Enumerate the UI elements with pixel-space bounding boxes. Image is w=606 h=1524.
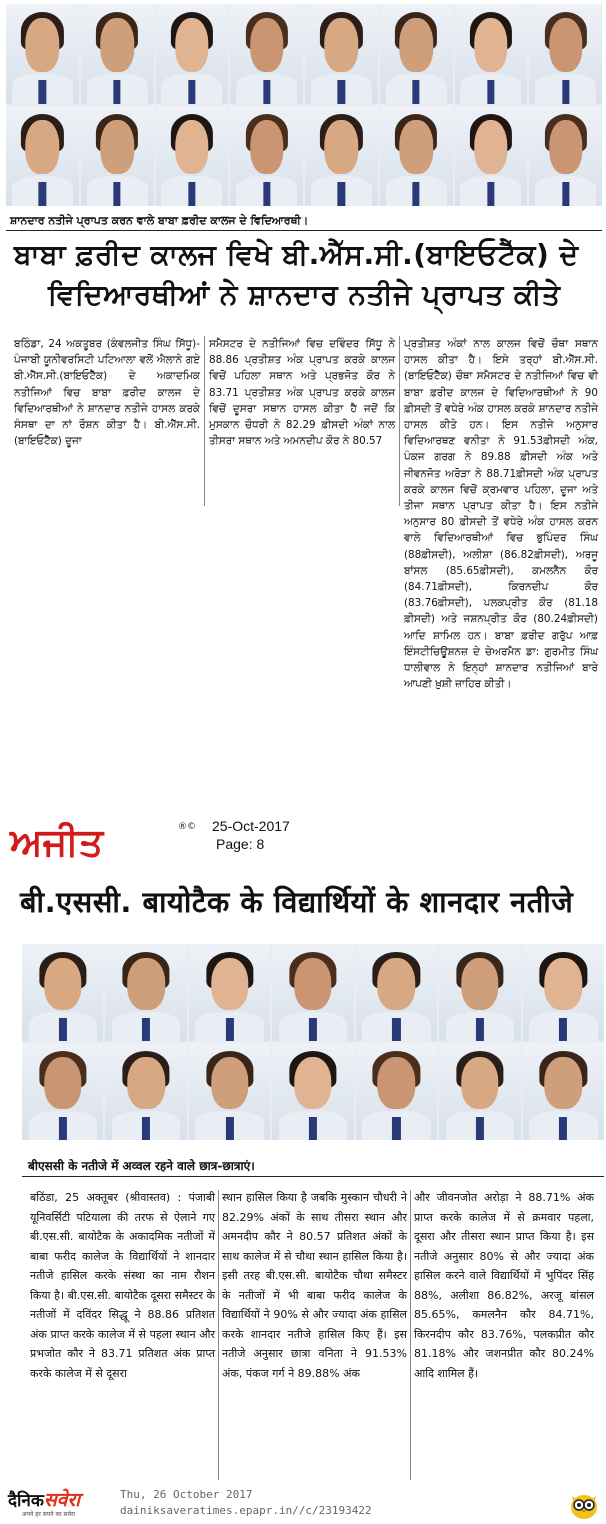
bottom-photo-caption: बीएससी के नतीजे में अव्वल रहने वाले छात्र-छात्राएं। bbox=[28, 1159, 255, 1173]
footer-brand bbox=[8, 1486, 80, 1512]
bottom-caption-rule bbox=[22, 1176, 604, 1177]
student-photo bbox=[272, 944, 353, 1041]
brand-savera: सवेरा bbox=[43, 1489, 81, 1511]
student-photo bbox=[156, 4, 229, 104]
top-col-divider-2 bbox=[399, 336, 400, 506]
ajit-registered-mark: ®© bbox=[178, 822, 196, 832]
student-photo bbox=[81, 106, 154, 206]
student-photo bbox=[529, 4, 602, 104]
student-photo bbox=[156, 106, 229, 206]
footer-url[interactable]: dainiksaveratimes.epapr.in//c/23193422 bbox=[120, 1504, 372, 1517]
student-photo bbox=[439, 1043, 520, 1140]
bottom-col-divider-1 bbox=[218, 1190, 219, 1480]
student-photo bbox=[22, 1043, 103, 1140]
brand-dainik: दैनिक bbox=[8, 1491, 44, 1511]
student-photo bbox=[230, 106, 303, 206]
student-photo bbox=[356, 1043, 437, 1140]
owl-icon bbox=[568, 1490, 600, 1520]
footer-tagline: अपने हर सपने का सवेरा bbox=[22, 1511, 75, 1518]
student-photo bbox=[105, 1043, 186, 1140]
top-headline-line1: ਬਾਬਾ ਫ਼ਰੀਦ ਕਾਲਜ ਵਿਖੇ ਬੀ.ਐੱਸ.ਸੀ.(ਬਾਇਓਟੈੱਕ) ਦੇ bbox=[14, 238, 579, 271]
bottom-headline: बी.एससी. बायोटैक के विद्यार्थियों के शानदार नतीजे bbox=[20, 885, 574, 919]
top-photo-caption: ਸ਼ਾਨਦਾਰ ਨਤੀਜੇ ਪ੍ਰਾਪਤ ਕਰਨ ਵਾਲੇ ਬਾਬਾ ਫ਼ਰੀਦ ਕਾਲਜ ਦੇ ਵਿਦਿਆਰਥੀ। bbox=[10, 214, 309, 227]
student-photo bbox=[6, 4, 79, 104]
student-photo bbox=[455, 106, 528, 206]
bottom-col-divider-2 bbox=[410, 1190, 411, 1480]
ajit-page: Page: 8 bbox=[216, 836, 265, 852]
student-photo bbox=[356, 944, 437, 1041]
student-photo bbox=[305, 106, 378, 206]
ajit-logo: ਅਜੀਤ bbox=[10, 819, 104, 864]
student-photo bbox=[22, 944, 103, 1041]
student-photo bbox=[81, 4, 154, 104]
top-headline-line2: ਵਿਦਿਆਰਥੀਆਂ ਨੇ ਸ਼ਾਨਦਾਰ ਨਤੀਜੇ ਪ੍ਰਾਪਤ ਕੀਤੇ bbox=[48, 278, 561, 311]
student-photo bbox=[305, 4, 378, 104]
top-article-col2: ਸਮੈਸਟਰ ਦੇ ਨਤੀਜਿਆਂ ਵਿਚ ਦਵਿੰਦਰ ਸਿੱਧੂ ਨੇ 88.86 ਪ੍ਰਤੀਸ਼ਤ ਅੰਕ ਪ੍ਰਾਪਤ ਕਰਕੇ ਕਾਲਜ ਵਿਚੋਂ ਪਹਿਲਾ ਸਥਾਨ ਅਤੇ ਪ੍ਰਭਜੋਤ ਕੌਰ ਨੇ 83.71 ਪ੍ਰਤੀਸ਼ਤ ਅੰਕ ਪ੍ਰਾਪਤ ਕਰਕੇ ਕਾਲਜ ਵਿਚੋਂ ਦੂਸਰਾ ਸਥਾਨ ਹਾਸਲ ਕੀਤਾ ਹੈ ਜਦੋਂ ਕਿ ਮੁਸਕਾਨ ਚੌਧਰੀ ਨੇ 82.29 ਫ਼ੀਸਦੀ ਅੰਕਾਂ ਨਾਲ ਤੀਸਰਾ ਸਥਾਨ ਅਤੇ ਅਮਨਦੀਪ ਕੌਰ ਨੇ 80.57 bbox=[209, 338, 399, 448]
bottom-photo-grid bbox=[22, 944, 604, 1140]
bottom-article-col1: बठिंडा, 25 अक्तूबर (श्रीवास्तव) : पंजाबी यूनिवर्सिटी पटियाला की तरफ से ऐलाने गए बी.एस.सी. बायोटैक के अकादमिक नतीजों में बाबा फरीद कालेज के विद्यार्थियों ने शानदार नतीजे हासिल करके संस्था का नाम रौशन किया है। बी.एस.सी. बायोटैक दूसरा समैस्टर के नतीजों में दविंदर सिद्धू ने 88.86 प्रतिशत अंक प्राप्त करके कालेज में से पहला स्थान और प्रभजोत कौर ने 83.71 प्रतिशत अंक प्राप्त करके कालेज में से दूसरा bbox=[30, 1191, 219, 1380]
student-photo bbox=[189, 1043, 270, 1140]
student-photo bbox=[230, 4, 303, 104]
student-photo bbox=[523, 944, 604, 1041]
student-photo bbox=[105, 944, 186, 1041]
bottom-article-col2: स्थान हासिल किया है जबकि मुस्कान चौधरी ने 82.29% अंकों के साथ तीसरा स्थान और अमनदीप कौर ने 80.57 प्रतिशत अंकों के साथ कालेज में से चौथा स्थान हासिल किया है। इसी तरह बी.एस.सी. बायोटैक चौथा समैस्टर के नतीजों में भी बाबा फरीद कालेज के विद्यार्थियों ने 90% से और ज्यादा अंक हासिल करके शानदार नतीजे हासिल किए हैं। इस नतीजे अनुसार छात्रा वनिता ने 91.53% अंक, पंकज गर्ग ने 89.88% अंक bbox=[222, 1191, 411, 1380]
student-photo bbox=[523, 1043, 604, 1140]
ajit-date: 25-Oct-2017 bbox=[212, 818, 290, 834]
student-photo bbox=[455, 4, 528, 104]
student-photo bbox=[529, 106, 602, 206]
top-article-col3: ਪ੍ਰਤੀਸ਼ਤ ਅੰਕਾਂ ਨਾਲ ਕਾਲਜ ਵਿਚੋਂ ਚੌਥਾ ਸਥਾਨ ਹਾਸਲ ਕੀਤਾ ਹੈ। ਇਸੇ ਤਰ੍ਹਾਂ ਬੀ.ਐੱਸ.ਸੀ.(ਬਾਇਓਟੈੱਕ) ਚੌਥਾ ਸਮੈਸਟਰ ਦੇ ਨਤੀਜਿਆਂ ਵਿਚ ਵੀ ਬਾਬਾ ਫ਼ਰੀਦ ਕਾਲਜ ਦੇ ਵਿਦਿਆਰਥੀਆਂ ਨੇ 90 ਫ਼ੀਸਦੀ ਤੋਂ ਵਧੇਰੇ ਅੰਕ ਹਾਸਲ ਕਰਕੇ ਸ਼ਾਨਦਾਰ ਨਤੀਜੇ ਹਾਸਲ ਕੀਤੇ ਹਨ। ਇਸ ਨਤੀਜੇ ਅਨੁਸਾਰ ਵਿਦਿਆਰਥਣ ਵਨੀਤਾ ਨੇ 91.53ਫ਼ੀਸਦੀ ਅੰਕ, ਪੰਕਜ ਗਰਗ ਨੇ 89.88 ਫ਼ੀਸਦੀ ਅੰਕ ਅਤੇ ਜੀਵਨਜੋਤ ਅਰੋੜਾ ਨੇ 88.71ਫ਼ੀਸਦੀ ਅੰਕ ਪ੍ਰਾਪਤ ਕਰਕੇ ਕਾਲਜ ਵਿਚੋਂ ਕ੍ਰਮਵਾਰ ਪਹਿਲਾ, ਦੂਜਾ ਅਤੇ ਤੀਜਾ ਸਥਾਨ ਪ੍ਰਾਪਤ ਕੀਤਾ ਹੈ। ਇਸ ਨਤੀਜੇ ਅਨੁਸਾਰ 80 ਫ਼ੀਸਦੀ ਤੋਂ ਵਧੇਰੇ ਅੰਕ ਹਾਸਲ ਕਰਨ ਵਾਲੇ ਵਿਦਿਆਰਥੀਆਂ ਵਿਚ ਭੁਪਿੰਦਰ ਸਿੰਘ (88ਫ਼ੀਸਦੀ), ਅਲੀਸ਼ਾ (86.82ਫ਼ੀਸਦੀ), ਅਰਜੂ ਬਾਂਸਲ (85.65ਫ਼ੀਸਦੀ), ਕਮਲਨੈਨ ਕੌਰ (84.71ਫ਼ੀਸਦੀ), ਕਿਰਨਦੀਪ ਕੌਰ (83.76ਫ਼ੀਸਦੀ), ਪਲਕਪ੍ਰੀਤ ਕੌਰ (81.18 ਫ਼ੀਸਦੀ) ਅਤੇ ਜਸ਼ਨਪ੍ਰੀਤ ਕੌਰ (80.24ਫ਼ੀਸਦੀ) ਆਦਿ ਸ਼ਾਮਿਲ ਹਨ। ਬਾਬਾ ਫ਼ਰੀਦ ਗਰੁੱਪ ਆਫ਼ ਇੰਸਟੀਚਿਊਸ਼ਨਜ਼ ਦੇ ਚੇਅਰਮੈਨ ਡਾ: ਗੁਰਮੀਤ ਸਿੰਘ ਧਾਲੀਵਾਲ ਨੇ ਇਨ੍ਹਾਂ ਸ਼ਾਨਦਾਰ ਨਤੀਜਿਆਂ ਬਾਰੇ ਆਪਣੀ ਖ਼ੁਸ਼ੀ ਜ਼ਾਹਿਰ ਕੀਤੀ। bbox=[404, 338, 602, 691]
top-col-divider-1 bbox=[204, 336, 205, 506]
student-photo bbox=[6, 106, 79, 206]
student-photo bbox=[380, 4, 453, 104]
top-photo-grid bbox=[6, 4, 602, 206]
bottom-article-col3: और जीवनजोत अरोड़ा ने 88.71% अंक प्राप्त करके कालेज में से क्रमवार पहला, दूसरा और तीसरा स्थान प्राप्त किया है। इस नतीजे अनुसार 80% से और ज्यादा अंक हासिल करने वाले विद्यार्थियों में भुपिंदर सिंह 88%, अलीशा 86.82%, अरजू बांसल 85.65%, कमलनैन कौर 84.71%, किरनदीप कौर 83.76%, पलकप्रीत कौर 81.18% और जशनप्रीत कौर 80.24% आदि शामिल हैं। bbox=[414, 1191, 598, 1380]
student-photo bbox=[380, 106, 453, 206]
top-article-col1: ਬਠਿੰਡਾ, 24 ਅਕਤੂਬਰ (ਕੰਵਲਜੀਤ ਸਿੰਘ ਸਿੱਧੂ)-ਪੰਜਾਬੀ ਯੂਨੀਵਰਸਿਟੀ ਪਟਿਆਲਾ ਵਲੋਂ ਐਲਾਨੇ ਗਏ ਬੀ.ਐੱਸ.ਸੀ.(ਬਾਇਓਟੈੱਕ) ਦੇ ਅਕਾਦਮਿਕ ਨਤੀਜਿਆਂ ਵਿਚ ਬਾਬਾ ਫ਼ਰੀਦ ਕਾਲਜ ਦੇ ਵਿਦਿਆਰਥੀਆਂ ਨੇ ਸ਼ਾਨਦਾਰ ਨਤੀਜੇ ਹਾਸਲ ਕਰਕੇ ਸੰਸਥਾ ਦਾ ਨਾਂ ਰੌਸ਼ਨ ਕੀਤਾ ਹੈ। ਬੀ.ਐੱਸ.ਸੀ.(ਬਾਇਓਟੈੱਕ) ਦੂਜਾ bbox=[14, 338, 204, 448]
student-photo bbox=[189, 944, 270, 1041]
footer-date: Thu, 26 October 2017 bbox=[120, 1488, 253, 1501]
student-photo bbox=[439, 944, 520, 1041]
top-caption-rule bbox=[6, 230, 602, 231]
student-photo bbox=[272, 1043, 353, 1140]
